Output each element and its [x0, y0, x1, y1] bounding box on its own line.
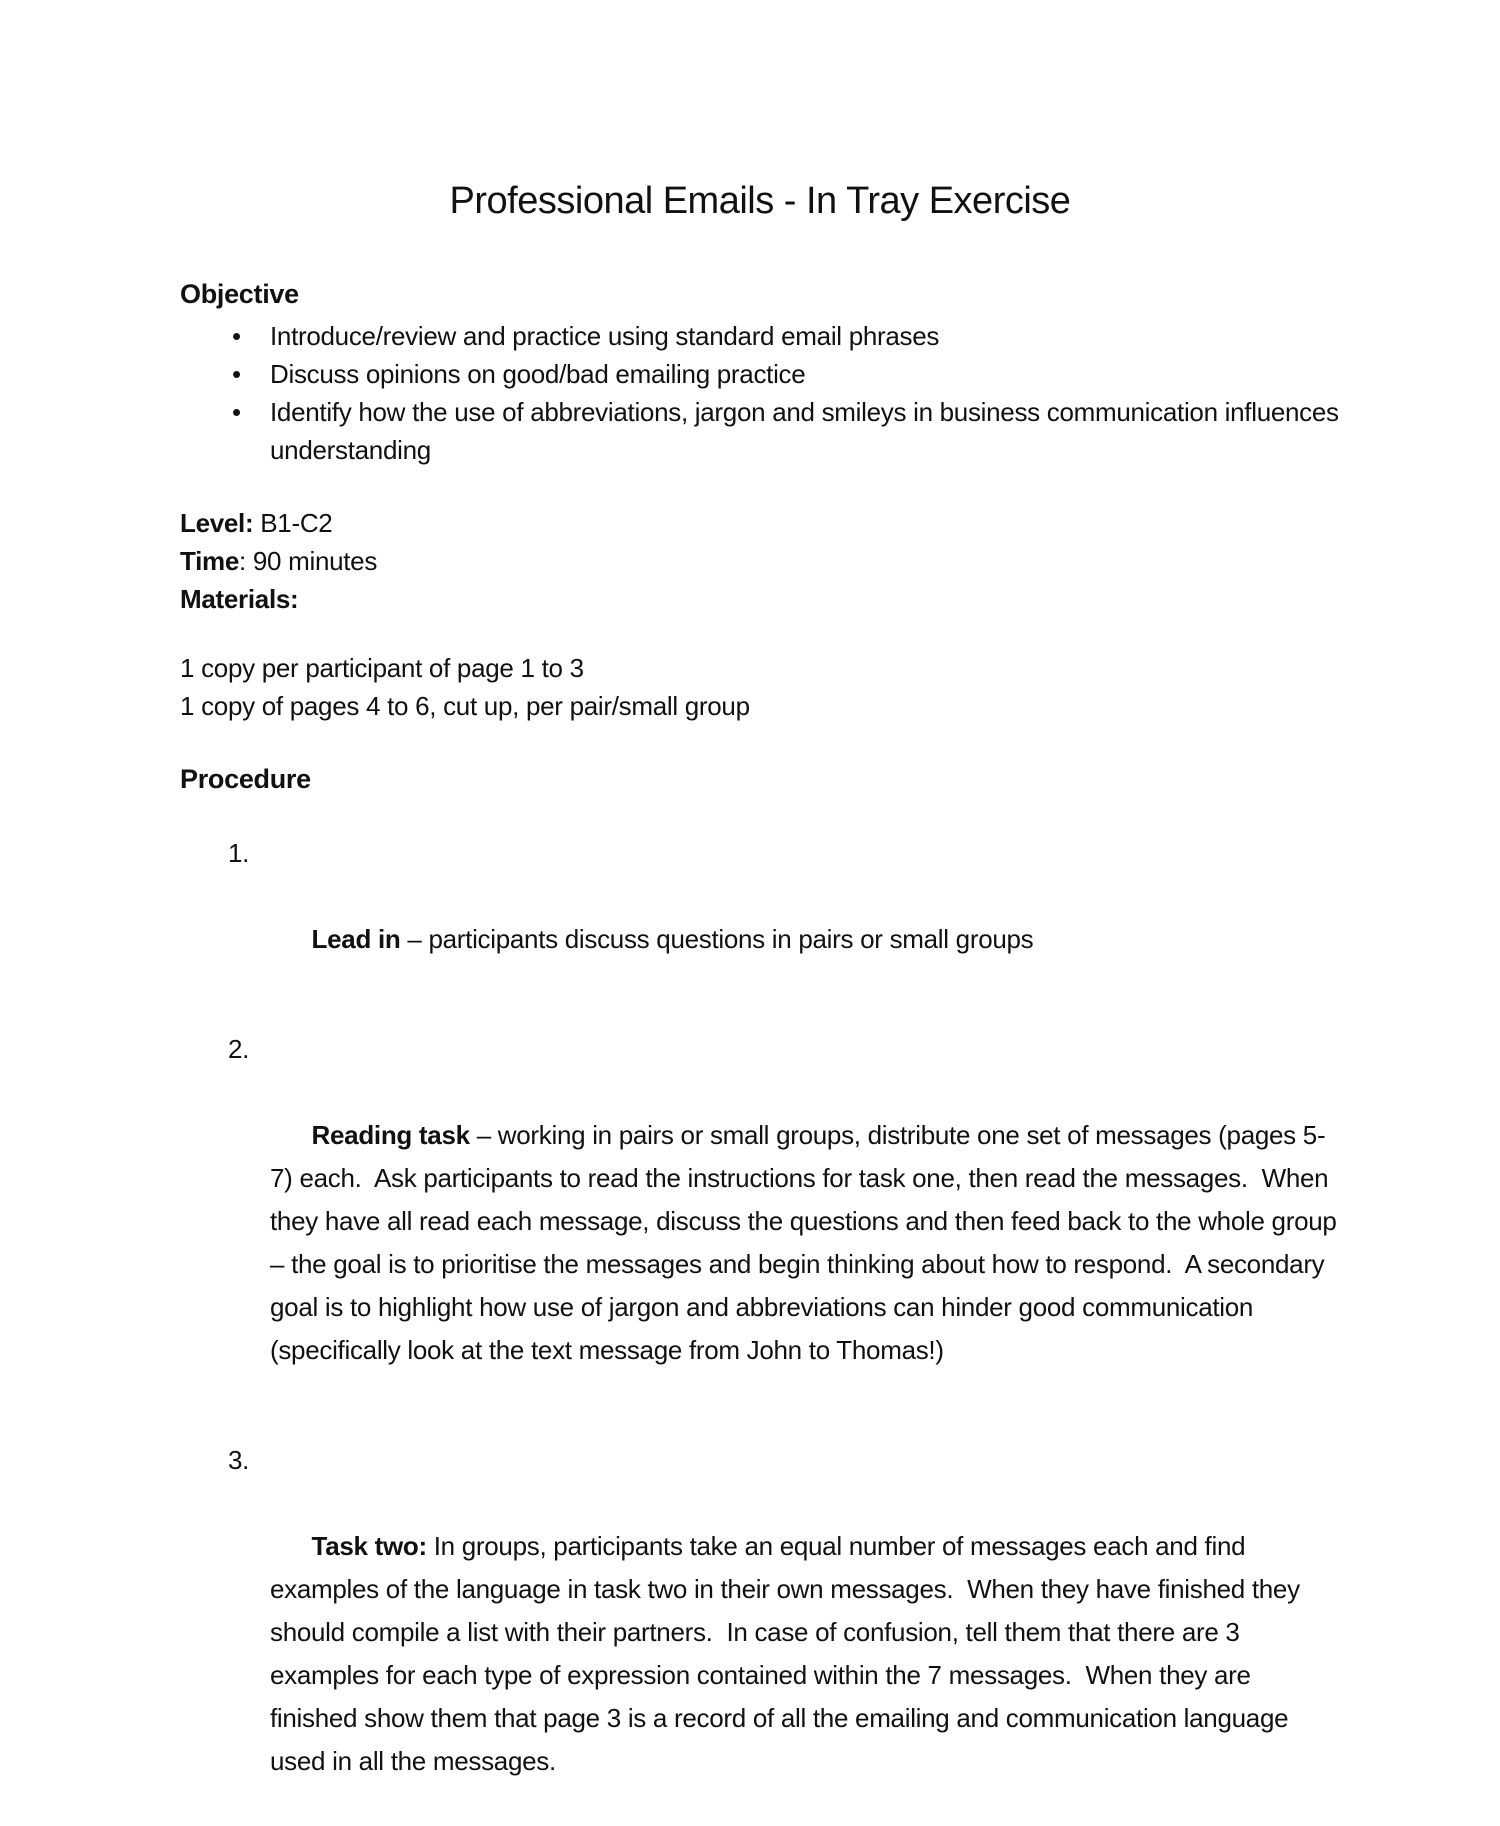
step-body-text: – working in pairs or small groups, distribute one set of messages (pages 5-7) each. Ask participants to read the instructions for task one, then read the messages. When they have all read each message, discuss the questions and then feed back to the whole group – the goal is to prioritise the messages and begin thinking about how to respond. A secondary goal is to highlight how use of jargon and abbreviations can hinder good communication (specifically look at the text message from John to Thomas!)	[270, 1120, 1344, 1365]
materials-block	[180, 649, 1340, 725]
procedure-step	[180, 1028, 1344, 1415]
document-title: Professional Emails - In Tray Exercise	[449, 180, 1071, 222]
meta-label: Materials:	[180, 584, 299, 614]
step-number: 1.	[228, 838, 250, 868]
objective-bullet-text: Identify how the use of abbreviations, jargon and smileys in business communication influences understanding	[270, 397, 1346, 465]
meta-label: Level:	[180, 508, 254, 538]
procedure-step	[180, 832, 1340, 1004]
step-lead-text: Lead in	[311, 924, 401, 954]
step-number: 2.	[228, 1034, 250, 1064]
procedure-heading: Procedure	[180, 764, 311, 794]
meta-value: B1-C2	[253, 508, 333, 538]
step-lead-text: Task two:	[311, 1531, 427, 1561]
objective-bullet-text: Discuss opinions on good/bad emailing practice	[270, 359, 806, 389]
objective-bullet-list	[180, 317, 1346, 469]
objective-bullet-item	[180, 355, 1340, 393]
meta-line-time	[180, 542, 1340, 580]
bullet-icon: •	[232, 397, 241, 427]
procedure-step-list	[180, 832, 1344, 1826]
bullet-icon: •	[232, 359, 241, 389]
step-lead-text: Reading task	[311, 1120, 470, 1150]
meta-line-level	[180, 504, 1340, 542]
step-body-text: – participants discuss questions in pairs or small groups	[400, 924, 1034, 954]
meta-value: : 90 minutes	[239, 546, 378, 576]
step-body-text: In groups, participants take an equal number of messages each and find examples of the language in task two in their own messages. When they have finished they should compile a list with their partners. In case of confusion, tell them that there are 3 examples for each type of expression contained within the 7 messages. When they are finished show them that page 3 is a record of all the emailing and communication language used in all the messages.	[270, 1531, 1307, 1776]
objective-bullet-item	[180, 393, 1346, 469]
meta-label: Time	[180, 546, 240, 576]
objective-heading: Objective	[180, 279, 299, 309]
step-number: 3.	[228, 1445, 250, 1475]
materials-line: 1 copy per participant of page 1 to 3	[180, 653, 584, 683]
bullet-icon: •	[232, 321, 241, 351]
procedure-step	[180, 1439, 1340, 1826]
objective-bullet-text: Introduce/review and practice using standard email phrases	[270, 321, 940, 351]
objective-bullet-item	[180, 317, 1340, 355]
meta-block	[180, 504, 1340, 618]
materials-line: 1 copy of pages 4 to 6, cut up, per pair/small group	[180, 691, 750, 721]
meta-line-materials	[180, 580, 1340, 618]
